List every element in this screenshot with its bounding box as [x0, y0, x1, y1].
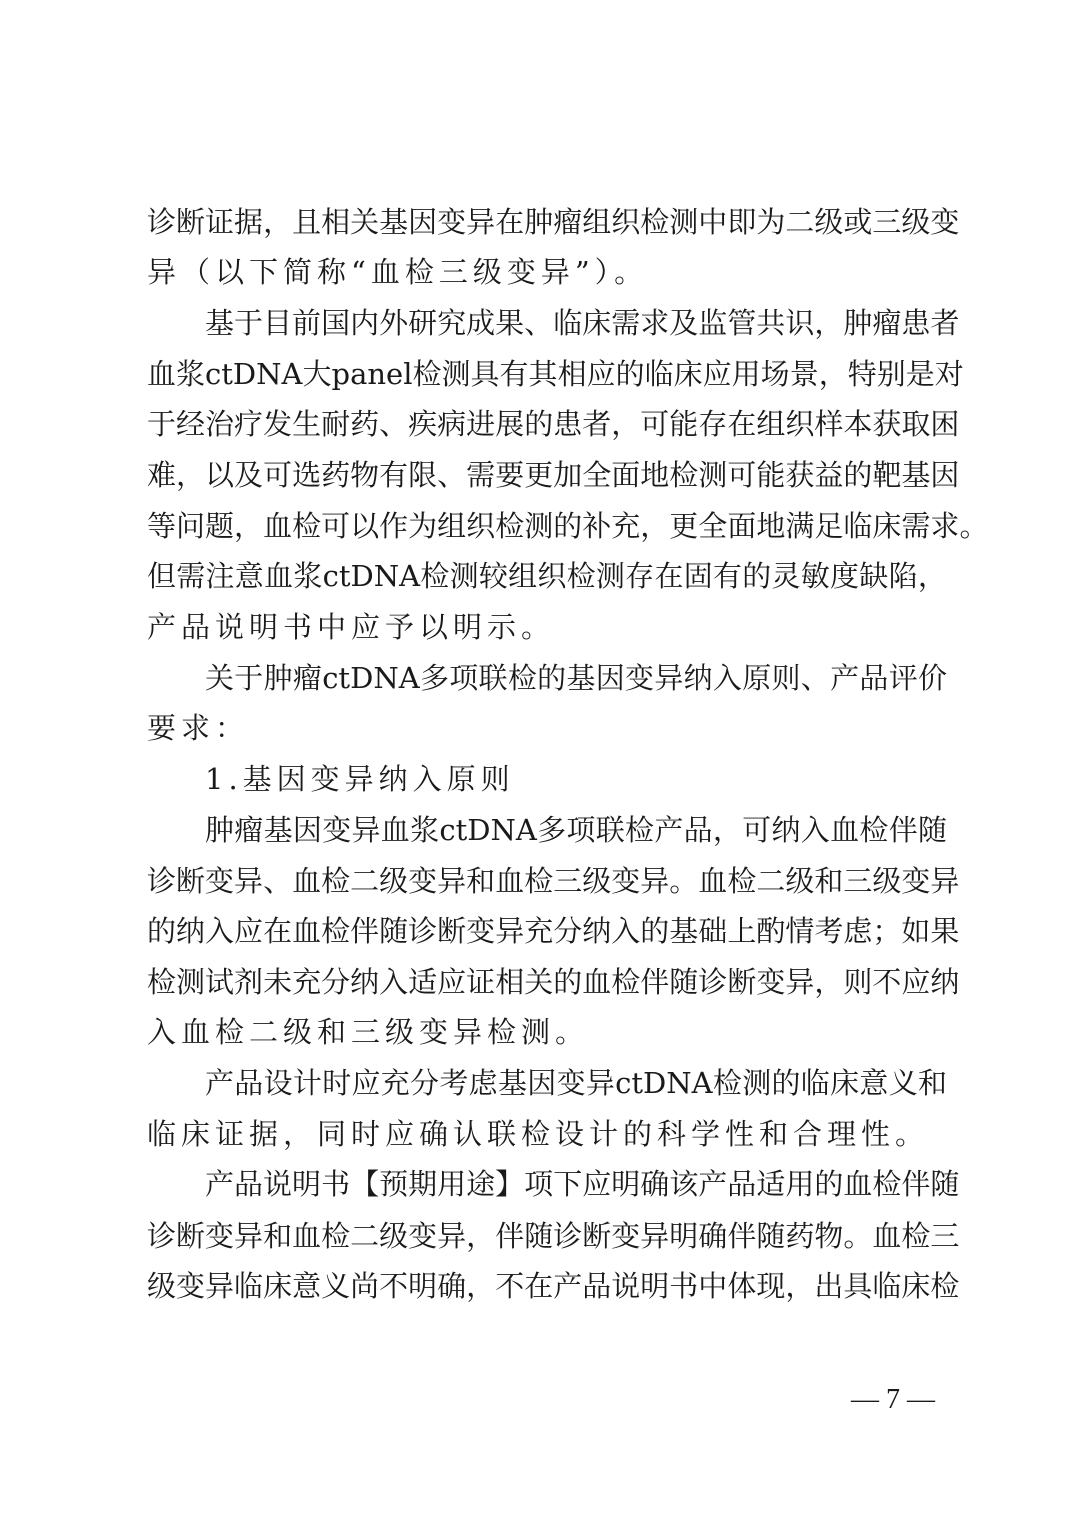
text-line: 等 问 题 ， 血 检 可 以 作 为 组 织 检 测 的 补 充 ， 更 全 面 地 满 足 临 床 需 求 。 [147, 509, 989, 543]
text-line: 关 于 肿 瘤 ctDNA 多 项 联 检 的 基 因 变 异 纳 入 原 则 、 产 品 评 价 [205, 661, 947, 695]
text-line: 检 测 试 剂 未 充 分 纳 入 适 应 证 相 关 的 血 检 伴 随 诊 断 变 异 ， 则 不 应 纳 [147, 965, 960, 999]
text-line: 于 经 治 疗 发 生 耐 药 、 疾 病 进 展 的 患 者 ， 可 能 存 在 组 织 样 本 获 取 困 [147, 407, 960, 441]
text-line: 临床证据，同时应确认联检设计的科学性和合理性。 [147, 1117, 930, 1151]
text-line: 的 纳 入 应 在 血 检 伴 随 诊 断 变 异 充 分 纳 入 的 基 础 上 酌 情 考 虑 ； 如 果 [147, 914, 960, 948]
text-line: 级 变 异 临 床 意 义 尚 不 明 确 ， 不 在 产 品 说 明 书 中 体 现 ， 出 具 临 床 检 [147, 1269, 960, 1303]
text-line: 异（以下简称“血检三级变异”）。 [147, 255, 649, 289]
text-line: 产 品 说 明 书 【 预 期 用 途 】 项 下 应 明 确 该 产 品 适 用 的 血 检 伴 随 [205, 1167, 960, 1201]
text-line: 血 浆 ctDNA 大 panel 检 测 具 有 其 相 应 的 临 床 应 用 场 景 ， 特 别 是 对 [147, 357, 964, 391]
text-line: 产 品 设 计 时 应 充 分 考 虑 基 因 变 异 ctDNA 检 测 的 临 床 意 义 和 [205, 1066, 947, 1100]
text-line: 诊 断 变 异 、 血 检 二 级 变 异 和 血 检 三 级 变 异 。 血 检 二 级 和 三 级 变 异 [147, 864, 960, 898]
text-line: 难 ， 以 及 可 选 药 物 有 限 、 需 要 更 加 全 面 地 检 测 可 能 获 益 的 靶 基 因 [147, 458, 960, 492]
text-line: 诊 断 变 异 和 血 检 二 级 变 异 ， 伴 随 诊 断 变 异 明 确 伴 随 药 物 。 血 检 三 [147, 1219, 960, 1253]
text-line: 产品说明书中应予以明示。 [147, 610, 556, 644]
page-number: — 7 — [851, 1384, 935, 1415]
text-line: 诊 断 证 据 ， 且 相 关 基 因 变 异 在 肿 瘤 组 织 检 测 中 即 为 二 级 或 三 级 变 [147, 205, 960, 239]
text-line: 但 需 注 意 血 浆 ctDNA 检 测 较 组 织 检 测 存 在 固 有 的 灵 敏 度 缺 陷 ， [147, 559, 947, 593]
text-line: 基 于 目 前 国 内 外 研 究 成 果 、 临 床 需 求 及 监 管 共 识 ， 肿 瘤 患 者 [205, 306, 960, 340]
text-line: 肿 瘤 基 因 变 异 血 浆 ctDNA 多 项 联 检 产 品 ， 可 纳 入 血 检 伴 随 [205, 813, 947, 847]
text-line: 入血检二级和三级变异检测。 [147, 1015, 590, 1049]
text-line: 1.基因变异纳入原则 [205, 762, 515, 796]
text-line: 要求： [147, 711, 250, 745]
